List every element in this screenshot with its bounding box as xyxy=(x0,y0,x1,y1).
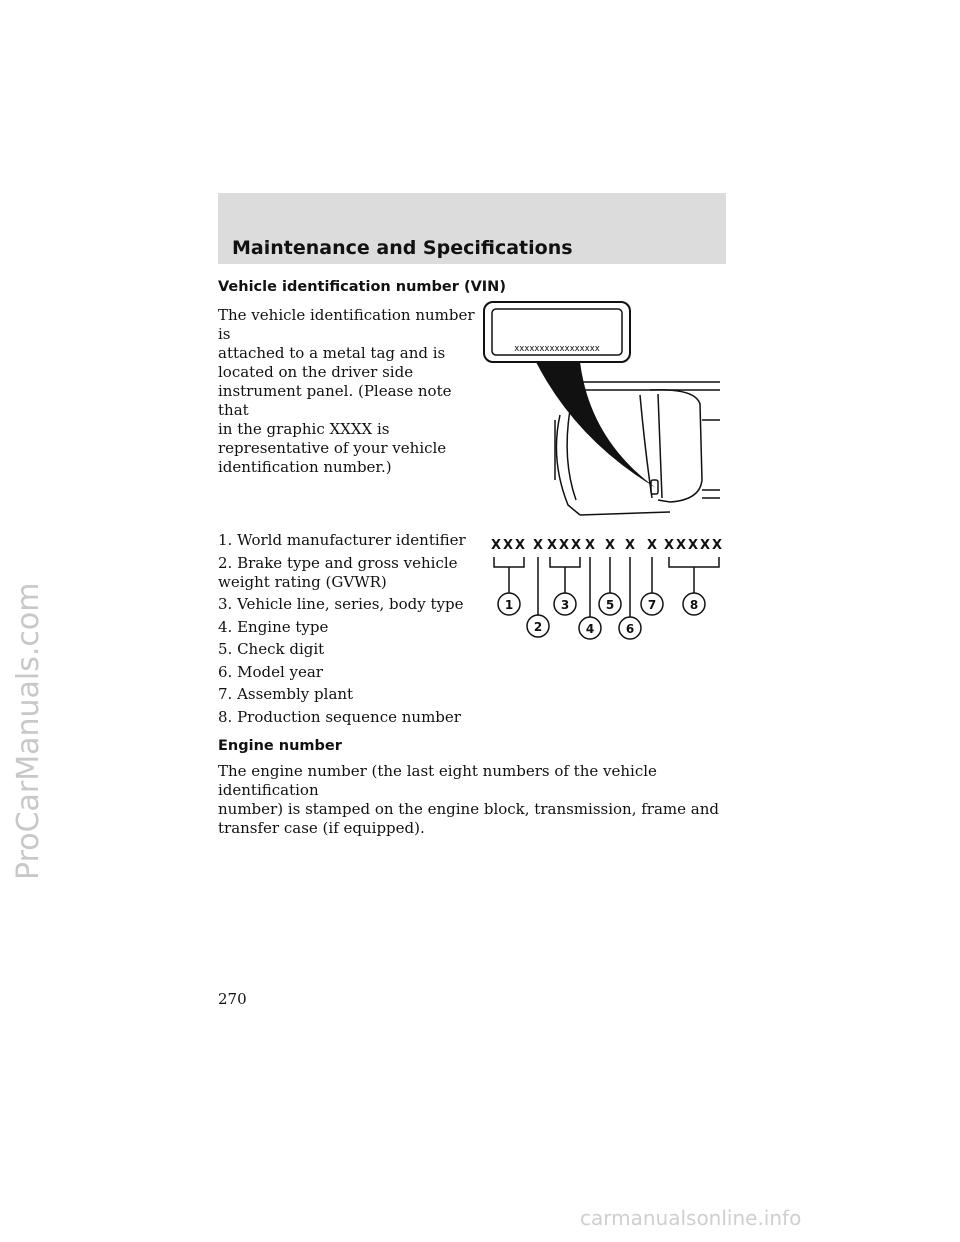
engine-line-1: The engine number (the last eight numbers of the vehicle identification xyxy=(218,762,657,799)
code-group-6: X xyxy=(624,538,636,553)
vin-description xyxy=(218,306,480,477)
code-group-1: XXX xyxy=(490,538,528,553)
vin-line-1: The vehicle identification number is xyxy=(218,306,475,343)
engine-number-heading: Engine number xyxy=(218,738,342,754)
engine-line-3: transfer case (if equipped). xyxy=(218,819,425,837)
list-item-2-line-2: weight rating (GVWR) xyxy=(218,572,387,591)
list-item-2-line-1: 2. Brake type and gross vehicle xyxy=(218,553,458,572)
list-item: 1. World manufacturer identifier xyxy=(218,531,466,549)
list-item: 5. Check digit xyxy=(218,640,325,658)
vin-line-6: representative of your vehicle xyxy=(218,439,447,457)
section-header-band xyxy=(218,193,726,264)
engine-number-description xyxy=(218,762,738,838)
vin-line-2: attached to a metal tag and is xyxy=(218,344,446,362)
callout-5: 5 xyxy=(605,598,615,612)
footer-watermark: carmanualsonline.info xyxy=(580,1206,802,1230)
code-group-3: XXX xyxy=(546,538,584,553)
code-group-2: X xyxy=(532,538,544,553)
list-item: 8. Production sequence number xyxy=(218,707,461,726)
list-item: 6. Model year xyxy=(218,662,323,681)
page-number: 270 xyxy=(218,990,247,1008)
callout-circles xyxy=(498,593,705,639)
vin-line-7: identification number.) xyxy=(218,458,392,476)
code-group-5: X xyxy=(604,538,616,553)
callout-1: 1 xyxy=(504,598,514,612)
vin-line-4: instrument panel. (Please note that xyxy=(218,382,452,419)
code-group-4: X xyxy=(584,538,596,553)
callout-8: 8 xyxy=(689,598,699,612)
list-item: 4. Engine type xyxy=(218,617,329,636)
callout-7: 7 xyxy=(647,598,657,612)
side-watermark xyxy=(8,320,48,880)
vin-tag-text: xxxxxxxxxxxxxxxxx xyxy=(514,344,600,354)
side-watermark-text: ProCarManuals.com xyxy=(11,582,46,880)
pointer-wedge xyxy=(536,362,656,488)
callout-6: 6 xyxy=(625,622,635,636)
vin-heading: Vehicle identification number (VIN) xyxy=(218,279,506,295)
vin-tag-illustration xyxy=(480,300,720,522)
callout-2: 2 xyxy=(533,620,543,634)
callout-3: 3 xyxy=(560,598,570,612)
vin-line-5: in the graphic XXXX is xyxy=(218,420,390,438)
list-item: 3. Vehicle line, series, body type xyxy=(218,595,464,613)
callout-4: 4 xyxy=(585,622,595,636)
code-group-8: XXXXX xyxy=(663,538,725,553)
engine-line-2: number) is stamped on the engine block, transmission, frame and xyxy=(218,800,719,818)
list-item: 7. Assembly plant xyxy=(218,685,354,703)
vin-code-legend xyxy=(218,531,466,730)
vin-line-3: located on the driver side xyxy=(218,363,414,381)
code-group-7: X xyxy=(646,538,658,553)
list-item xyxy=(218,554,466,592)
vin-code-diagram xyxy=(484,531,728,646)
section-title: Maintenance and Specifications xyxy=(232,237,573,259)
